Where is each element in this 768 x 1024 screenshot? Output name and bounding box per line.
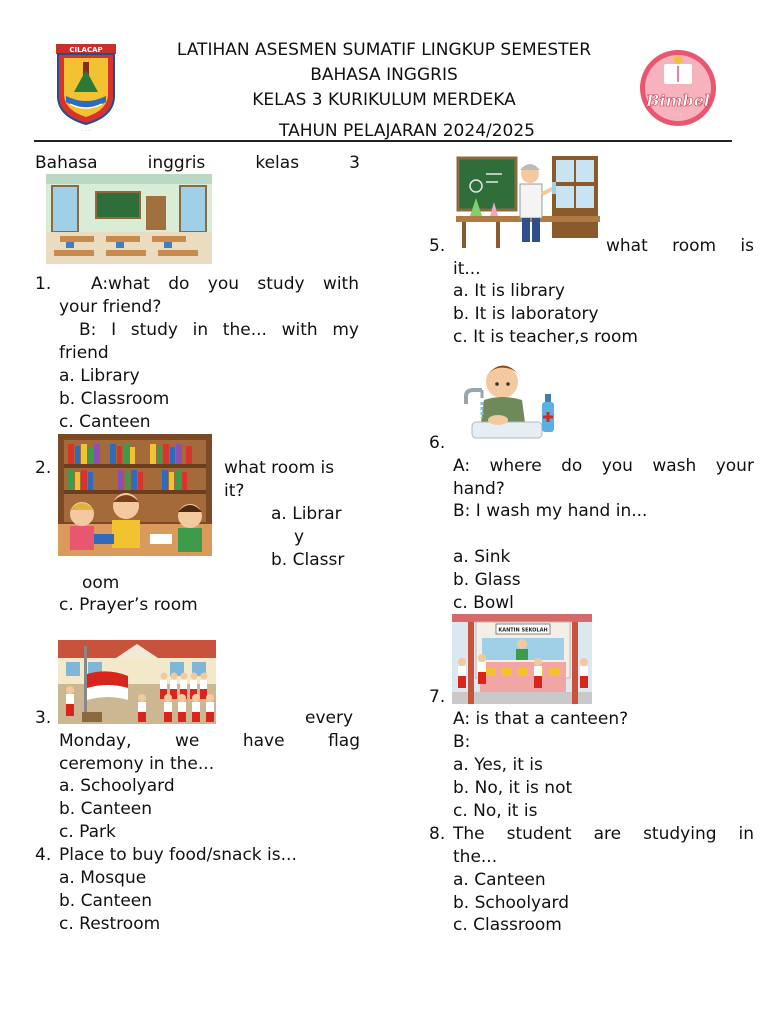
question-word: we: [175, 731, 200, 751]
question-text: it?: [224, 481, 245, 501]
question-text: A:what do you study with: [91, 274, 359, 294]
option-a[interactable]: a. Mosque: [59, 868, 147, 888]
header-title-line1: LATIHAN ASESMEN SUMATIF LINGKUP SEMESTER: [176, 40, 592, 60]
question-word: A:: [453, 456, 471, 476]
option-c[interactable]: c. Bowl: [453, 593, 514, 613]
question-text-line: [606, 235, 754, 258]
question-word: your: [715, 456, 754, 476]
question-number: 6.: [429, 433, 446, 453]
question-word: studying: [643, 824, 717, 844]
question-word: wash: [652, 456, 697, 476]
question-text-line: [453, 823, 754, 846]
question-text: ceremony in the...: [59, 754, 215, 774]
question-text: it...: [453, 259, 481, 279]
intro-word: inggris: [147, 153, 206, 173]
question-text: B: I wash my hand in...: [453, 501, 648, 521]
question-word: you: [601, 456, 633, 476]
question-text: A: is that a canteen?: [453, 709, 629, 729]
laboratory-image: [456, 154, 600, 250]
question-number: 7.: [429, 687, 446, 707]
option-c[interactable]: c. No, it is: [453, 801, 538, 821]
cilacap-logo-text: CILACAP: [69, 46, 103, 54]
option-b[interactable]: b. Canteen: [59, 891, 153, 911]
header-title-line4: TAHUN PELAJARAN 2024/2025: [279, 121, 535, 141]
option-a[interactable]: a. Sink: [453, 547, 511, 567]
option-b[interactable]: b. No, it is not: [453, 778, 573, 798]
question-text: B: I study in the... with my: [79, 320, 359, 340]
question-number: 5.: [429, 236, 446, 256]
question-number: 4.: [35, 845, 52, 865]
header-title-line3: KELAS 3 KURIKULUM MERDEKA: [252, 90, 516, 110]
canteen-image: [452, 614, 592, 704]
option-b[interactable]: b. It is laboratory: [453, 304, 599, 324]
option-b[interactable]: b. Schoolyard: [453, 893, 569, 913]
option-a[interactable]: a. It is library: [453, 281, 565, 301]
question-number: 1.: [35, 274, 52, 294]
intro-line: [35, 152, 360, 175]
question-text-line: [224, 457, 360, 480]
question-text: every: [305, 708, 354, 728]
option-a[interactable]: a. Librar: [271, 504, 342, 524]
question-word: flag: [328, 731, 360, 751]
question-text-line: [59, 730, 360, 753]
option-a[interactable]: a. Yes, it is: [453, 755, 543, 775]
question-text: what room is: [224, 458, 335, 478]
question-word: Monday,: [59, 731, 132, 751]
canteen-sign-text: KANTIN SEKOLAH: [498, 627, 548, 634]
question-word: is: [740, 236, 754, 256]
bimbel-logo-text: Bimbel: [646, 91, 710, 110]
option-b[interactable]: b. Classr: [271, 550, 345, 570]
option-c[interactable]: c. Park: [59, 822, 116, 842]
question-text: Place to buy food/snack is...: [59, 845, 297, 865]
handwashing-image: [452, 352, 558, 442]
flag-ceremony-image: [58, 640, 216, 724]
question-text-line: [453, 455, 754, 478]
question-number: 3.: [35, 708, 52, 728]
bimbel-logo: [638, 48, 718, 128]
option-c[interactable]: c. Classroom: [453, 915, 562, 935]
option-b-continued[interactable]: oom: [82, 573, 120, 593]
intro-word: Bahasa: [35, 153, 98, 173]
svg-text:· · ·: · · ·: [82, 128, 90, 134]
intro-word: 3: [349, 153, 360, 173]
question-word: what: [606, 236, 648, 256]
option-c[interactable]: c. Canteen: [59, 412, 151, 432]
question-text: friend: [59, 343, 109, 363]
option-a[interactable]: a. Canteen: [453, 870, 546, 890]
question-word: student: [506, 824, 572, 844]
option-b[interactable]: b. Canteen: [59, 799, 153, 819]
question-text: B:: [453, 732, 471, 752]
option-c[interactable]: c. Prayer’s room: [59, 595, 198, 615]
question-word: do: [561, 456, 583, 476]
library-image: [58, 434, 212, 556]
question-number: 2.: [35, 458, 52, 478]
option-c[interactable]: c. It is teacher,s room: [453, 327, 638, 347]
svg-text:· · ·: · · ·: [674, 112, 682, 117]
option-a[interactable]: a. Schoolyard: [59, 776, 175, 796]
option-b[interactable]: b. Classroom: [59, 389, 170, 409]
intro-word: kelas: [255, 153, 300, 173]
question-text: the...: [453, 847, 498, 867]
classroom-image: [46, 174, 212, 264]
header-divider: [34, 140, 732, 142]
question-word: in: [738, 824, 754, 844]
option-b[interactable]: b. Glass: [453, 570, 521, 590]
question-text: hand?: [453, 479, 505, 499]
option-c[interactable]: c. Restroom: [59, 914, 161, 934]
question-word: are: [593, 824, 622, 844]
question-word: room: [672, 236, 717, 256]
question-text: your friend?: [59, 297, 162, 317]
option-a-continued[interactable]: y: [294, 527, 305, 547]
question-word: where: [489, 456, 542, 476]
question-number: 8.: [429, 824, 446, 844]
question-word: have: [242, 731, 285, 751]
question-word: The: [453, 824, 485, 844]
option-a[interactable]: a. Library: [59, 366, 140, 386]
header-title-line2: BAHASA INGGRIS: [310, 65, 458, 85]
